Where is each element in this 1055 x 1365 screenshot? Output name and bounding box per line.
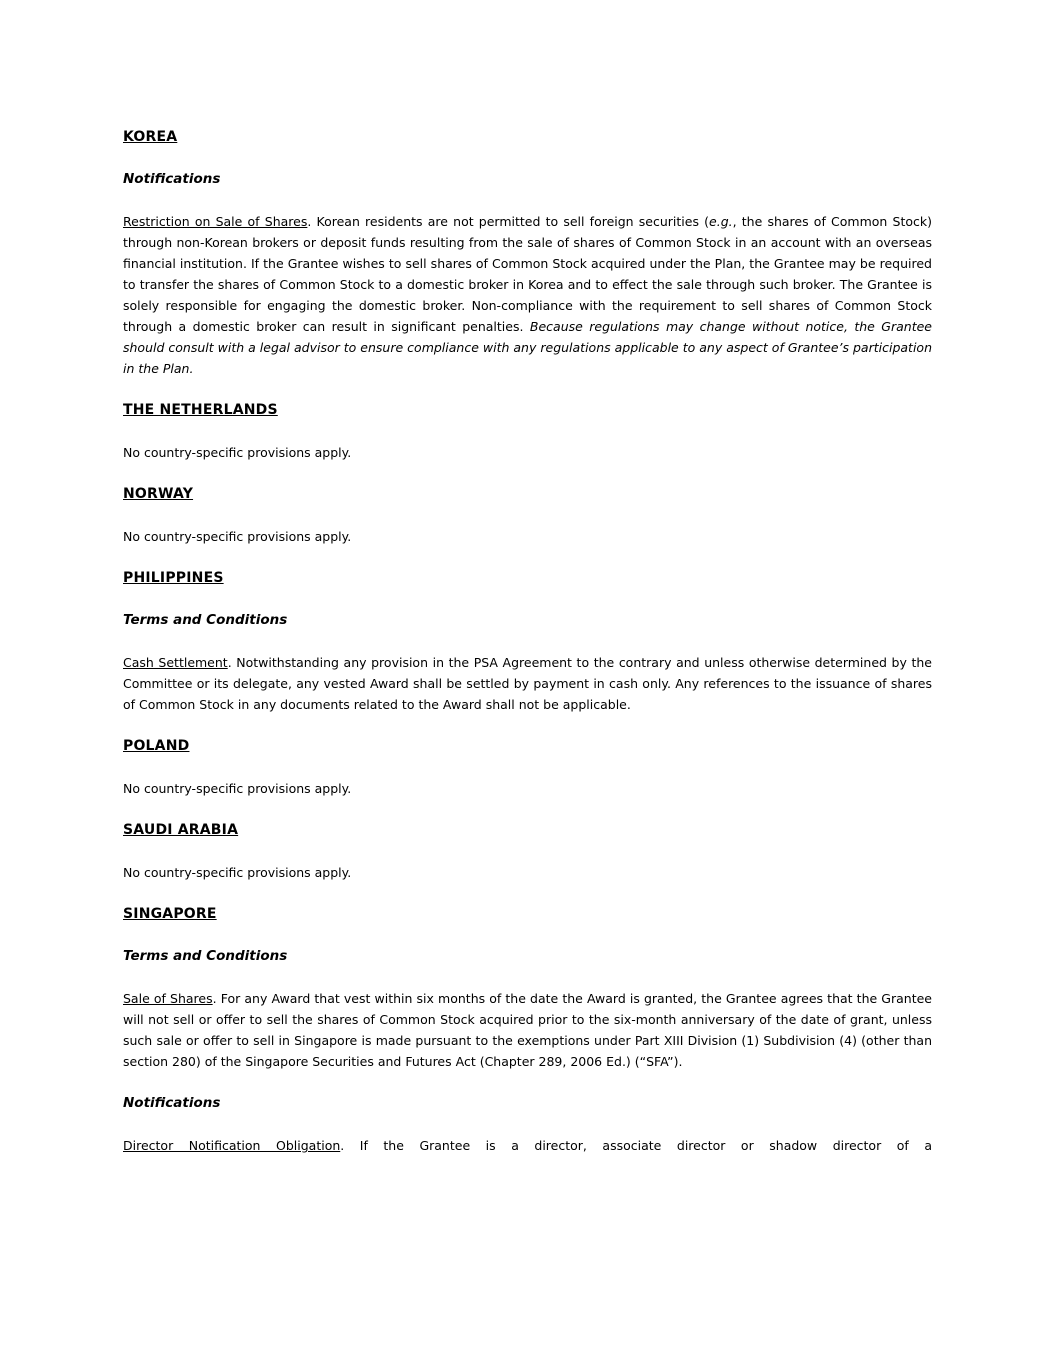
text-run: , the shares of Common Stock) through non-Korean brokers or deposit funds resulting from the sale of shares of Common Stock in an account with an overseas financial institution. If the Grantee wishes to sell shares of Common Stock acquired under the Plan, the Grantee may be required to transfer the shares of Common Stock to a domestic broker in Korea and to effect the sale through such broker. The Grantee is solely responsible for engaging the domestic broker. Non-compliance with the requirement to sell shares of Common Stock through a domestic broker can result in significant penalties. [123,214,932,334]
text-run: Because regulations may change without notice, the Grantee should consult with a legal advisor to ensure compliance with any regulations applicable to any aspect of Grantee’s participation in the Plan. [123,319,932,376]
country-heading-netherlands: THE NETHERLANDS [123,402,278,418]
country-heading-korea: KOREA [123,129,178,145]
paragraph-netherlands-no-provisions [123,442,932,463]
text-run: . Korean residents are not permitted to sell foreign securities ( [307,214,710,229]
text-run: No country-specific provisions apply. [123,529,352,544]
document-content [123,127,932,1156]
paragraph-saudi-arabia-no-provisions [123,862,932,883]
country-heading-saudi-arabia: SAUDI ARABIA [123,822,239,838]
paragraph-norway-no-provisions [123,526,932,547]
country-heading-norway: NORWAY [123,486,194,502]
text-run: Restriction on Sale of Shares [123,214,308,229]
country-heading-singapore: SINGAPORE [123,906,217,922]
paragraph-poland-no-provisions [123,778,932,799]
country-heading-poland: POLAND [123,738,190,754]
paragraph-philippines-cash-settlement [123,652,932,715]
text-run: No country-specific provisions apply. [123,781,352,796]
subheading-terms-philippines: Terms and Conditions [123,612,288,628]
subheading-notifications-singapore: Notifications [123,1095,221,1111]
text-run: No country-specific provisions apply. [123,445,352,460]
text-run: Cash Settlement [123,655,228,670]
subheading-notifications-korea: Notifications [123,171,221,187]
paragraph-singapore-director-notification [123,1135,932,1156]
text-run: Director Notification Obligation [123,1138,341,1153]
text-run: . Notwithstanding any provision in the PSA Agreement to the contrary and unless otherwise determined by the Committee or its delegate, any vested Award shall be settled by payment in cash only. Any references to the issuance of shares of Common Stock in any documents related to the Award shall not be applicable. [123,655,932,712]
paragraph-singapore-sale-of-shares [123,988,932,1072]
paragraph-korea-restriction-on-sale [123,211,932,379]
subheading-terms-singapore: Terms and Conditions [123,948,288,964]
text-run: e.g. [709,214,733,229]
text-run: No country-specific provisions apply. [123,865,352,880]
text-run: . For any Award that vest within six months of the date the Award is granted, the Grantee agrees that the Grantee will not sell or offer to sell the shares of Common Stock acquired prior to the six-month anniversary of the date of grant, unless such sale or offer to sell in Singapore is made pursuant to the exemptions under Part XIII Division (1) Subdivision (4) (other than section 280) of the Singapore Securities and Futures Act (Chapter 289, 2006 Ed.) (“SFA”). [123,991,932,1069]
text-run: . If the Grantee is a director, associate director or shadow director of a [340,1138,932,1153]
text-run: Sale of Shares [123,991,213,1006]
country-heading-philippines: PHILIPPINES [123,570,224,586]
